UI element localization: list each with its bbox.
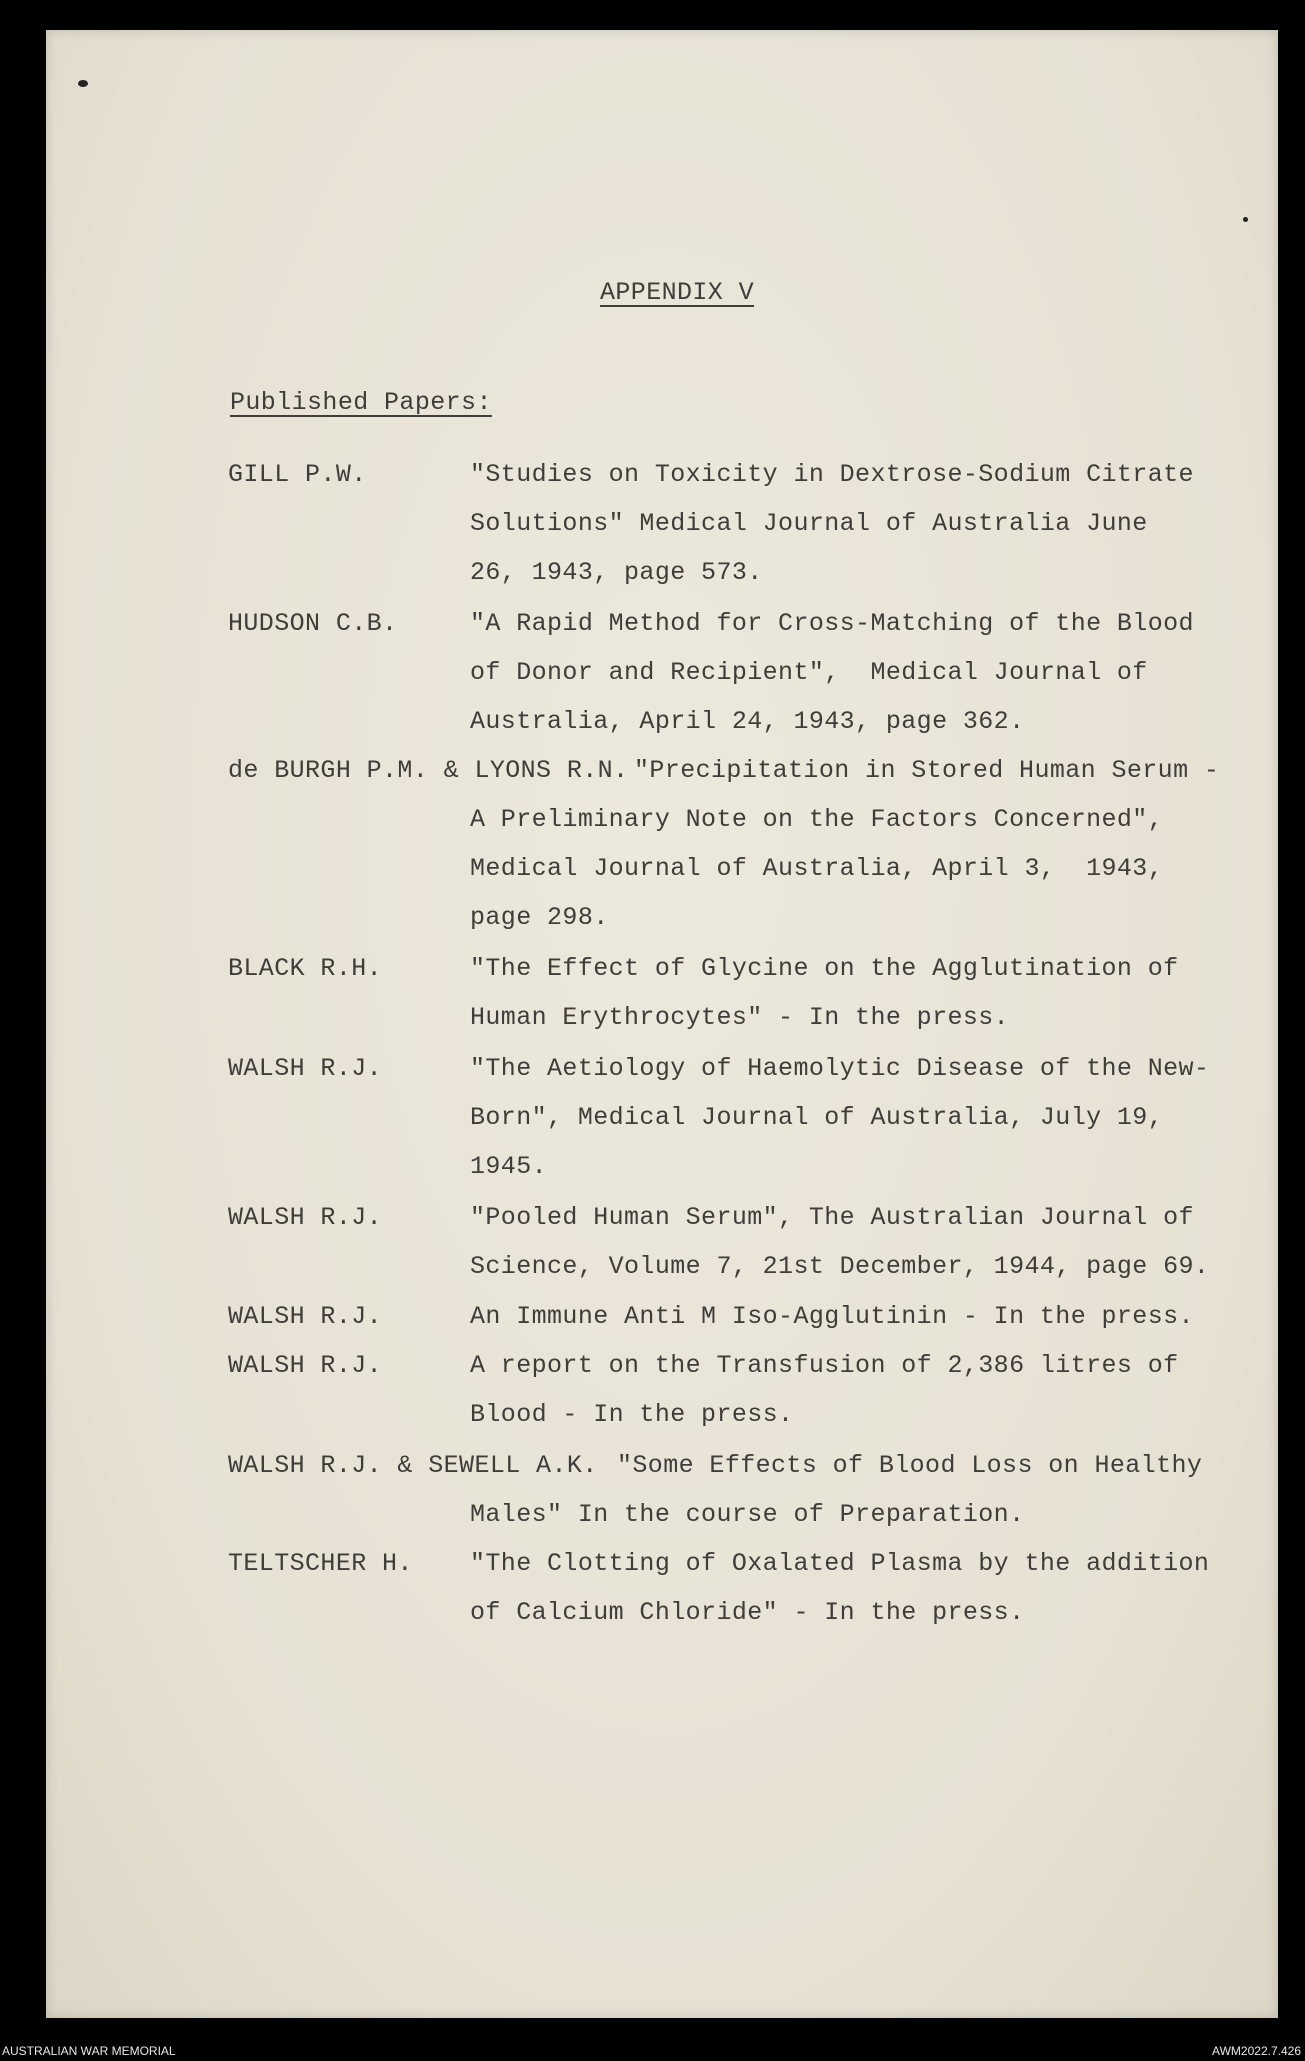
appendix-title: APPENDIX V	[599, 278, 755, 307]
published-papers-heading: Published Papers:	[230, 388, 492, 417]
entry-author: TELTSCHER H.	[228, 1549, 413, 1578]
entry-line: "Precipitation in Stored Human Serum -	[634, 756, 1220, 785]
entry-author: HUDSON C.B.	[228, 609, 398, 638]
entry-author: BLACK R.H.	[228, 954, 383, 983]
entry-author: WALSH R.J. & SEWELL A.K.	[228, 1451, 598, 1480]
entry-line: 26, 1943, page 573.	[470, 558, 763, 587]
entry-line: Medical Journal of Australia, April 3, 1943,	[470, 854, 1164, 883]
entry-author: WALSH R.J.	[228, 1302, 383, 1331]
ink-mark	[1243, 217, 1248, 222]
entry-line: "Some Effects of Blood Loss on Healthy	[617, 1451, 1203, 1480]
entry-line: Human Erythrocytes" - In the press.	[470, 1003, 1010, 1032]
entry-line: Australia, April 24, 1943, page 362.	[470, 707, 1025, 736]
entry-author: de BURGH P.M. & LYONS R.N.	[228, 756, 629, 785]
entry-line: "The Aetiology of Haemolytic Disease of the New-	[470, 1054, 1210, 1083]
entry-line: Science, Volume 7, 21st December, 1944, page 69.	[470, 1252, 1210, 1281]
entry-line: Born", Medical Journal of Australia, July 19,	[470, 1103, 1164, 1132]
entry-line: Males" In the course of Preparation.	[470, 1500, 1025, 1529]
entry-line: "The Clotting of Oxalated Plasma by the addition	[470, 1549, 1210, 1578]
entry-line: 1945.	[470, 1152, 548, 1181]
entry-line: "A Rapid Method for Cross-Matching of the Blood	[470, 609, 1194, 638]
entry-line: "The Effect of Glycine on the Agglutination of	[470, 954, 1179, 983]
entry-line: "Studies on Toxicity in Dextrose-Sodium Citrate	[470, 460, 1194, 489]
entry-line: An Immune Anti M Iso-Agglutinin - In the press.	[470, 1302, 1194, 1331]
entry-line: Blood - In the press.	[470, 1400, 794, 1429]
entry-line: of Calcium Chloride" - In the press.	[470, 1598, 1025, 1627]
entry-author: WALSH R.J.	[228, 1203, 383, 1232]
footer-reference: AWM2022.7.426	[1212, 2044, 1301, 2058]
entry-author: WALSH R.J.	[228, 1351, 383, 1380]
entry-line: A Preliminary Note on the Factors Concerned",	[470, 805, 1164, 834]
footer-source: AUSTRALIAN WAR MEMORIAL	[2, 2044, 176, 2058]
entry-line: Solutions" Medical Journal of Australia June	[470, 509, 1148, 538]
entry-line: A report on the Transfusion of 2,386 litres of	[470, 1351, 1179, 1380]
document-page	[46, 30, 1278, 2018]
ink-mark	[78, 80, 88, 87]
entry-line: of Donor and Recipient", Medical Journal of	[470, 658, 1148, 687]
entry-line: "Pooled Human Serum", The Australian Journal of	[470, 1203, 1194, 1232]
entry-line: page 298.	[470, 903, 609, 932]
entry-author: WALSH R.J.	[228, 1054, 383, 1083]
entry-author: GILL P.W.	[228, 460, 367, 489]
